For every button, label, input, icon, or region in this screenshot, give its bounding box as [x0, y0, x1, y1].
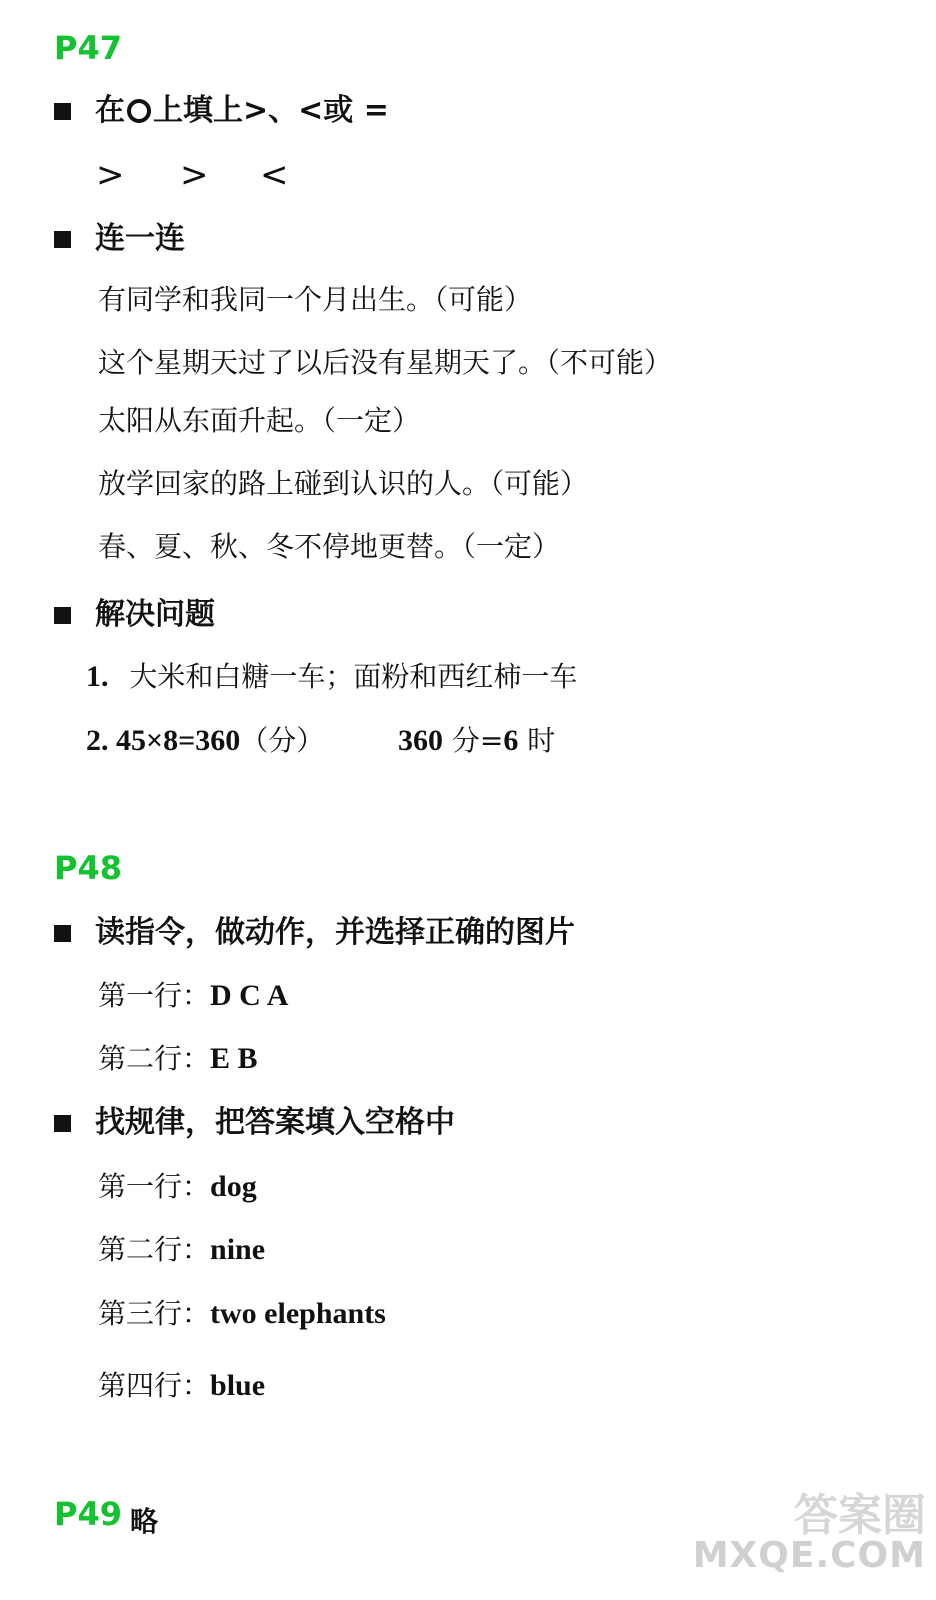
watermark-logo: [506, 1490, 926, 1594]
row-prefix: 第二行：: [98, 1233, 211, 1266]
heading-pattern: [54, 1105, 455, 1140]
solve-line-2-calc: 2. 45×8=360: [86, 724, 241, 757]
page-label-p49: P49: [54, 1495, 122, 1533]
solve-line-2-hours-unit: 时: [518, 724, 556, 757]
heading-match: [54, 221, 185, 256]
p49-note: 略: [130, 1505, 159, 1538]
circle-icon: [127, 99, 151, 123]
row-prefix: 第二行：: [98, 1042, 211, 1075]
match-line-4: 放学回家的路上碰到认识的人。（可能）: [98, 467, 589, 500]
heading-compare-pre: 在: [95, 93, 125, 128]
watermark-bottom: MXQE.COM: [692, 1535, 926, 1576]
instructions-row-2: [98, 1044, 258, 1074]
bullet-square-icon: [54, 925, 71, 942]
compare-answer-2: >: [180, 155, 209, 195]
row-prefix: 第一行：: [98, 979, 211, 1012]
solve-line-1-text: 大米和白糖一车；面粉和西红柿一车: [129, 660, 578, 693]
heading-compare: [54, 93, 389, 128]
pattern-row-4: [98, 1371, 265, 1401]
solve-line-2-hours: 6: [503, 724, 519, 757]
compare-answer-3: <: [260, 155, 289, 195]
compare-answer-1: >: [96, 155, 125, 195]
match-line-2: 这个星期天过了以后没有星期天了。（不可能）: [98, 346, 673, 379]
row-answer: two elephants: [210, 1297, 386, 1330]
pattern-row-2: [98, 1235, 265, 1265]
solve-line-2-minutes-unit: 分=: [443, 724, 504, 757]
row-answer: D C A: [210, 979, 289, 1012]
pattern-row-3: [98, 1299, 386, 1329]
heading-instructions: [54, 915, 575, 950]
solve-line-1-number: 1.: [86, 660, 109, 693]
watermark-top: 答案圈: [794, 1490, 926, 1541]
match-line-3: 太阳从东面升起。（一定）: [98, 404, 421, 437]
row-answer: nine: [210, 1233, 266, 1266]
solve-line-2-unit: （分）: [240, 724, 325, 757]
heading-compare-post: 上填上>、<或 =: [153, 93, 389, 128]
heading-solve-text: 解决问题: [95, 597, 215, 632]
bullet-square-icon: [54, 231, 71, 248]
row-answer: dog: [210, 1170, 257, 1203]
heading-instructions-text: 读指令，做动作，并选择正确的图片: [95, 915, 575, 950]
pattern-row-1: [98, 1172, 257, 1202]
page-label-p48: P48: [54, 849, 122, 887]
solve-line-2-minutes: 360: [398, 724, 444, 757]
match-line-1: 有同学和我同一个月出生。（可能）: [98, 283, 533, 316]
bullet-square-icon: [54, 1115, 71, 1132]
page-label-p47: P47: [54, 29, 122, 67]
row-answer: blue: [210, 1369, 266, 1402]
solve-line-2: [86, 726, 555, 756]
bullet-square-icon: [54, 103, 71, 120]
row-prefix: 第四行：: [98, 1369, 211, 1402]
solve-line-1: [86, 662, 577, 692]
instructions-row-1: [98, 981, 288, 1011]
bullet-square-icon: [54, 607, 71, 624]
row-prefix: 第三行：: [98, 1297, 211, 1330]
row-prefix: 第一行：: [98, 1170, 211, 1203]
heading-match-text: 连一连: [95, 221, 185, 256]
match-line-5: 春、夏、秋、冬不停地更替。（一定）: [98, 530, 561, 563]
heading-pattern-text: 找规律，把答案填入空格中: [95, 1105, 455, 1140]
row-answer: E B: [210, 1042, 258, 1075]
heading-solve: [54, 597, 215, 632]
